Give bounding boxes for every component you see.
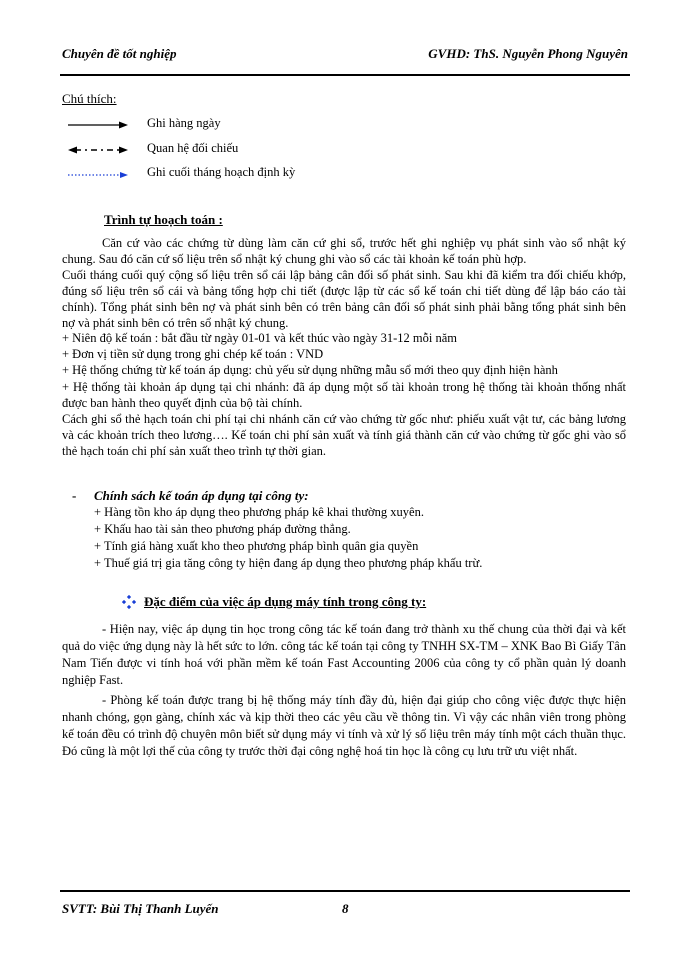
policy-item: + Thuế giá trị gia tăng công ty hiện đang áp dụng theo phương pháp khấu trừ. <box>94 556 483 570</box>
procedure-paragraph: Căn cứ vào các chứng từ dùng làm căn cứ ghi sổ, trước hết ghi nghiệp vụ phát sinh vào sổ nhật ký chung. Sau đó căn cứ số liệu trên sổ nhật ký chung ghi vào sổ các tài khoản kế toán phù hợp. <box>62 236 626 266</box>
procedure-line: + Hệ thống chứng từ kế toán áp dụng: chủ yếu sử dụng những mẫu sổ mới theo quy định hiện hành <box>62 363 558 377</box>
procedure-paragraph: Cách ghi sổ thẻ hạch toán chi phí tại chi nhánh căn cứ vào chứng từ gốc như: phiếu xuất vật tư, các bảng lương và các khoản trích theo lương…. Kế toán chi phí sản xuất và tính giá thành căn cứ vào chứng từ gốc ghi vào sổ thẻ hạch toán chi phí sản xuất theo trình tự thời gian. <box>62 412 626 458</box>
policy-item: + Khấu hao tài sản theo phương pháp đường thẳng. <box>94 522 351 536</box>
dotted-arrow-icon <box>68 169 128 181</box>
procedure-heading: Trình tự hoạch toán : <box>104 212 223 227</box>
policy-item: + Tính giá hàng xuất kho theo phương pháp bình quân gia quyền <box>94 539 419 553</box>
header-left: Chuyên đề tốt nghiệp <box>62 46 177 61</box>
solid-arrow-icon <box>68 119 128 131</box>
legend-title: Chú thích: <box>62 91 117 106</box>
procedure-line: + Đơn vị tiền sử dụng trong ghi chép kế toán : VND <box>62 347 324 361</box>
procedure-line: + Niên độ kế toán : bắt đầu từ ngày 01-01 và kết thúc vào ngày 31-12 mỗi năm <box>62 331 457 345</box>
policy-heading: Chính sách kế toán áp dụng tại công ty: <box>94 488 309 503</box>
footer-rule <box>60 890 630 892</box>
computer-paragraph: - Hiện nay, việc áp dụng tin học trong công tác kế toán đang trở thành xu thế chung của thời đại và kết quả do việc ứng dụng này là hết sức to lớn. công tác kế toán tại công ty TNHH SX-TM – XNK Bao Bì Giấy Tân Nam Tiến được vi tính hoá với phần mềm kế toán Fast Accounting 2006 của công ty cổ phần quản lý doanh nghiệp Fast. <box>62 622 626 687</box>
policy-item: + Hàng tồn kho áp dụng theo phương pháp kê khai thường xuyên. <box>94 505 424 519</box>
procedure-paragraph: + Hệ thống tài khoản áp dụng tại chi nhánh: đã áp dụng một số tài khoản trong hệ thống tài khoản thống nhất được ban hành theo quyết định của bộ tài chính. <box>62 380 626 410</box>
computer-heading: Đặc điểm của việc áp dụng máy tính trong công ty: <box>144 594 427 609</box>
header-rule <box>60 74 630 76</box>
legend-item-label: Ghi cuối tháng hoạch định kỳ <box>147 165 296 179</box>
procedure-paragraph: Cuối tháng cuối quý cộng số liệu trên sổ cái lập bảng cân đối số phát sinh. Sau khi đã kiểm tra đối chiếu khớp, đúng số liệu trên sổ cái và bảng tổng hợp chi tiết (được lập từ các sổ kế toán chi tiết dùng để lập báo cáo tài chính). Tổng phát sinh bên nợ và phát sinh bên có trên bảng cân đối số phát sinh phải bằng tổng phát sinh bên nợ và phát sinh bên có trên sổ nhật ký chung. <box>62 268 626 330</box>
page-number: 8 <box>342 901 349 916</box>
header-right: GVHD: ThS. Nguyễn Phong Nguyên <box>428 46 628 61</box>
diamond-bullet-icon <box>122 595 136 609</box>
computer-paragraph: - Phòng kế toán được trang bị hệ thống máy tính đầy đủ, hiện đại giúp cho công việc được thực hiện nhanh chóng, gọn gàng, chính xác và kịp thời theo các yêu cầu về thông tin. Vì vậy các nhân viên trong phòng kế toán đều có trình độ chuyên môn biết sử dụng máy vi tính và xử lý số liệu trên máy tính một cách thuần thục. Đó cũng là một lợi thế của công ty trước thời đại công nghệ hoá tin học là công cụ lưu trữ ưu việt nhất. <box>62 693 626 758</box>
legend-item-label: Ghi hàng ngày <box>147 116 221 130</box>
dashed-double-arrow-icon <box>68 144 128 156</box>
legend-item-label: Quan hệ đối chiếu <box>147 141 239 155</box>
policy-dash: - <box>72 488 77 503</box>
footer-author: SVTT: Bùi Thị Thanh Luyến <box>62 901 219 916</box>
